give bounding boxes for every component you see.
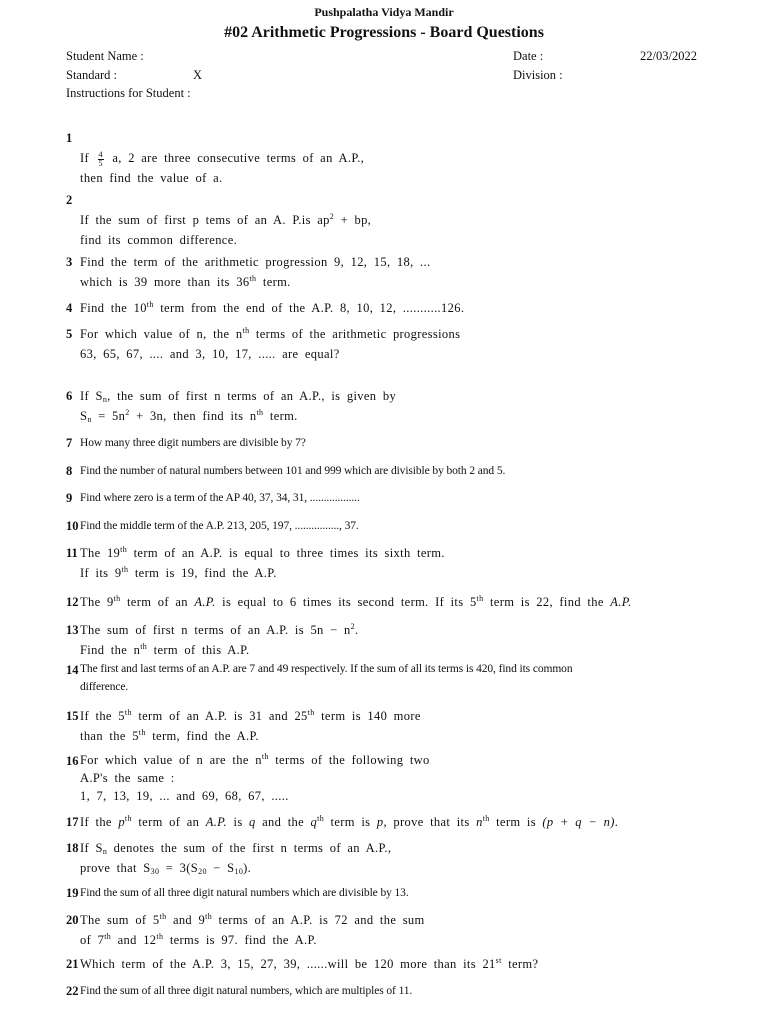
question-number: 18 <box>66 841 79 855</box>
question-text: prove that $S_{30} = 3(S_{20} - S_{10})$. <box>80 861 252 876</box>
question-number: 4 <box>66 301 73 315</box>
question-number: 14 <box>66 663 79 677</box>
question-20 <box>66 910 756 950</box>
question-text: Find the term of the arithmetic progression 9, 12, 15, 18, ... <box>80 255 431 269</box>
question-number: 21 <box>66 957 79 971</box>
question-text: If $S_n$, the sum of first n terms of an A.P., is given by <box>80 389 397 404</box>
question-text: If the 5th term of an A.P. is 31 and 25th term is 140 more <box>80 708 421 723</box>
question-number: 13 <box>66 623 79 637</box>
question-6 <box>66 386 756 426</box>
question-text: If $S_n$ denotes the sum of the first n terms of an A.P., <box>80 841 392 856</box>
question-text: If $\frac{4}{5}$ a, 2 are three consecutive terms of an A.P., <box>80 150 365 168</box>
question-17 <box>66 812 756 832</box>
question-22 <box>66 981 756 1001</box>
question-12 <box>66 592 756 612</box>
question-number: 3 <box>66 255 73 269</box>
question-number: 11 <box>66 546 78 560</box>
question-5 <box>66 324 756 364</box>
question-number: 16 <box>66 754 79 768</box>
question-16 <box>66 751 756 805</box>
school-name: Pushpalatha Vidya Mandir <box>314 5 454 19</box>
standard-value: X <box>193 68 203 82</box>
question-text: difference. <box>80 681 129 693</box>
question-number: 10 <box>66 519 79 533</box>
question-text: 1, 7, 13, 19, ... and 69, 68, 67, ..... <box>80 789 289 803</box>
question-number: 15 <box>66 709 79 723</box>
question-number: 12 <box>66 595 79 609</box>
question-19 <box>66 883 756 903</box>
question-text: Find the sum of all three digit natural numbers, which are multiples of 11. <box>80 985 413 997</box>
question-text: The sum of first n terms of an A.P. is $5n - n^2$. <box>80 622 359 637</box>
question-number: 20 <box>66 913 79 927</box>
student-name-label: Student Name : <box>66 49 144 63</box>
question-1 <box>66 128 756 188</box>
question-13 <box>66 620 756 660</box>
question-number: 7 <box>66 436 73 450</box>
question-text: then find the value of a. <box>80 171 223 185</box>
standard-label: Standard : <box>66 68 118 82</box>
question-text: Find the sum of all three digit natural numbers which are divisible by 13. <box>80 887 409 899</box>
question-10 <box>66 516 756 536</box>
question-text: A.P's the same : <box>80 771 175 785</box>
question-number: 9 <box>66 491 73 505</box>
question-text: The first and last terms of an A.P. are 7 and 49 respectively. If the sum of all its terms is 420, find its common <box>80 663 573 675</box>
fraction: $\frac{4}{5}$ <box>98 150 103 168</box>
question-number: 22 <box>66 984 79 998</box>
question-text: The 19th term of an A.P. is equal to three times its sixth term. <box>80 545 445 560</box>
question-number: 19 <box>66 886 79 900</box>
division-label: Division : <box>513 68 563 82</box>
question-text: How many three digit numbers are divisible by 7? <box>80 437 306 449</box>
question-text: Find the 10th term from the end of the A.P. 8, 10, 12, ...........126. <box>80 300 465 315</box>
worksheet-title: #02 Arithmetic Progressions - Board Questions <box>224 24 544 41</box>
question-18 <box>66 838 756 878</box>
question-number: 5 <box>66 327 73 341</box>
question-2 <box>66 190 756 250</box>
question-11 <box>66 543 756 583</box>
question-text: If the sum of first p tems of an A. P.is $ap^2$ + bp, <box>80 212 372 227</box>
question-number: 1 <box>66 131 73 145</box>
question-text: $S_n = 5n^2 + 3n$, then find its $n^{th}$ term. <box>80 408 298 424</box>
question-8 <box>66 461 756 481</box>
question-21 <box>66 954 756 974</box>
question-text: If the $p^{th}$ term of an A.P. is q and the $q^{th}$ term is p, prove that its $n^{th}$ term is (p + q − n). <box>80 814 619 829</box>
instructions-label: Instructions for Student : <box>66 86 191 100</box>
question-text: Which term of the A.P. 3, 15, 27, 39, ......will be 120 more than its 21st term? <box>80 956 539 971</box>
question-7 <box>66 433 756 453</box>
question-text: of 7th and 12th terms is 97. find the A.P. <box>80 932 317 947</box>
question-text: The sum of 5th and 9th terms of an A.P. is 72 and the sum <box>80 912 425 927</box>
question-4 <box>66 298 756 318</box>
date-value: 22/03/2022 <box>640 49 697 63</box>
question-text: If its 9th term is 19, find the A.P. <box>80 565 277 580</box>
question-number: 2 <box>66 193 73 207</box>
question-text: 63, 65, 67, .... and 3, 10, 17, ..... are equal? <box>80 347 340 361</box>
question-15 <box>66 706 756 746</box>
question-text: Find the number of natural numbers between 101 and 999 which are divisible by both 2 and 5. <box>80 465 506 477</box>
question-text: than the 5th term, find the A.P. <box>80 728 259 743</box>
date-label: Date : <box>513 49 544 63</box>
question-text: Find the middle term of the A.P. 213, 205, 197, ................, 37. <box>80 520 359 532</box>
question-text: find its common difference. <box>80 233 238 247</box>
question-number: 8 <box>66 464 73 478</box>
question-9 <box>66 488 756 508</box>
question-14 <box>66 660 756 696</box>
question-3 <box>66 252 756 292</box>
question-text: The 9th term of an A.P. is equal to 6 times its second term. If its 5th term is 22, find the A.P. <box>80 594 632 609</box>
question-number: 6 <box>66 389 73 403</box>
question-text: For which value of n are the $n^{th}$ terms of the following two <box>80 752 430 767</box>
question-text: For which value of n, the $n^{th}$ terms of the arithmetic progressions <box>80 326 461 341</box>
question-number: 17 <box>66 815 79 829</box>
question-text: Find where zero is a term of the AP 40, 37, 34, 31, .................. <box>80 492 360 504</box>
question-text: Find the $n^{th}$ term of this A.P. <box>80 642 250 657</box>
question-text: which is 39 more than its 36th term. <box>80 274 291 289</box>
